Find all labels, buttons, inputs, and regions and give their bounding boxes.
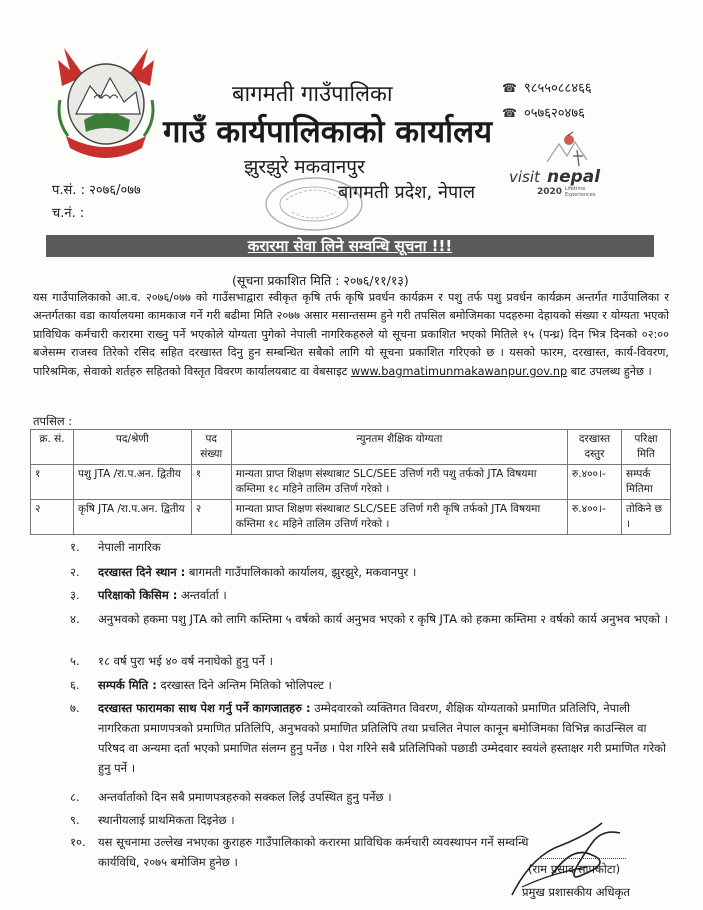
notice-title: करारमा सेवा लिने सम्वन्धि सूचना !!! xyxy=(247,237,453,255)
column-header-fee: दरखास्त दस्तुर xyxy=(568,430,622,465)
list-item-number: ९. xyxy=(70,813,80,827)
details-label: तपसिल : xyxy=(33,414,73,428)
list-item-number: १०. xyxy=(70,835,86,849)
letterhead xyxy=(0,0,703,228)
phone-number-primary-text: ९८५५०८८४६६ xyxy=(524,81,592,96)
column-header-count: पद संख्या xyxy=(191,430,231,465)
list-item-number: २. xyxy=(70,565,80,579)
list-item-text: अनुभवको हकमा पशु JTA को लागि कम्तिमा ५ वर्षको कार्य अनुभव भएको र कृषि JTA को हकमा कम्तिमा २ वर्षको कार्य अनुभव भएको । xyxy=(98,612,668,626)
list-item-text: दरखास्त दिने स्थान : बागमती गाउँपालिकाको कार्यालय, झुरझुरे, मकवानपुर । xyxy=(98,565,417,579)
nepal-emblem-icon xyxy=(50,40,162,170)
visit-nepal-tagline-2: Experiences xyxy=(565,192,596,198)
cell-post: कृषि JTA /रा.प.अन. द्वितीय xyxy=(73,500,191,535)
list-item-number: ७. xyxy=(70,701,80,715)
visit-nepal-year: 2020 xyxy=(537,187,563,197)
office-seal-stamp xyxy=(262,170,366,232)
cell-qualification: मान्यता प्राप्त शिक्षण संस्थाबाट SLC/SEE उत्तिर्ण गरी पशु तर्फको JTA विषयमा कम्तिमा १८ महिने तालिम उत्तिर्ण गरेको । xyxy=(231,465,567,500)
signatory-title: प्रमुख प्रशासकीय अधिकृत xyxy=(522,885,630,899)
list-item-text: दरखास्त फारामका साथ पेश गर्नु पर्ने कागजातहरु : उम्मेदवारको व्यक्तिगत विवरण, शैक्षिक योग्यताको प्रमाणित प्रतिलिपि, नेपाली नागरिकता प्रमाणपत्रको प्रमाणित प्रतिलिपि, अनुभवको प्रमाणित प्रतिलिपि तथा प्रचलित नेपाल कानून बमोजिमका विभिन्न काउन्सिल वा परिषद वा अन्यमा दर्ता भएको प्रमाणित संलग्न हुनु पर्नेछ । पेश गरिने सबै प्रतिलिपिको पछाडी उम्मेदवार स्वयंले हस्ताक्षर गरी प्रमाणित गरेको हुनु पर्ने । xyxy=(98,701,666,775)
office-location: झुरझुरे मकवानपुर xyxy=(244,156,365,178)
telephone-icon: ☎ xyxy=(502,106,517,120)
column-header-qualification: न्युनतम शैक्षिक योग्यता xyxy=(231,430,567,465)
table-header-row xyxy=(31,430,671,465)
list-item-text: नेपाली नागरिक xyxy=(98,540,161,554)
visit-nepal-2020-logo xyxy=(507,130,617,202)
list-item-number: ६. xyxy=(70,678,80,692)
phone-number-secondary xyxy=(502,103,585,121)
notice-body-text-end: बाट उपलब्ध हुनेछ । xyxy=(567,364,652,378)
cell-fee: रु.४००।- xyxy=(568,500,622,535)
dispatch-number: च.नं. : xyxy=(52,206,85,221)
column-header-exam-date: परिक्षा मिति xyxy=(621,430,670,465)
published-date: (सूचना प्रकाशित मिति : २०७६/११/१३) xyxy=(232,273,409,288)
signatory-name: (राम प्रसाद सापकोटा) xyxy=(528,862,621,876)
cell-qualification: मान्यता प्राप्त शिक्षण संस्थाबाट SLC/SEE उत्तिर्ण गरी कृषि तर्फको JTA विषयमा कम्तिमा १८ महिने तालिम उत्तिर्ण गरेको । xyxy=(231,500,567,535)
list-item-text: यस सूचनामा उल्लेख नभएका कुराहरु गाउँपालिकाको करारमा प्राविधिक कर्मचारी व्यवस्थापन गर्ने सम्वन्धि कार्यविधि, २०७५ बमोजिम हुनेछ । xyxy=(98,835,529,869)
cell-sn: १ xyxy=(31,465,74,500)
website-link[interactable]: www.bagmatimunmakawanpur.gov.np xyxy=(350,364,568,378)
phone-number-secondary-text: ०५७६२०४७६ xyxy=(524,106,585,121)
list-item-number: ४. xyxy=(70,612,80,626)
list-item-number: १. xyxy=(70,540,80,554)
office-province: बागमती प्रदेश, नेपाल xyxy=(338,182,476,203)
list-item-text: परिक्षाको किसिम : अन्तर्वार्ता । xyxy=(98,588,227,602)
cell-sn: २ xyxy=(31,500,74,535)
table-row xyxy=(31,465,671,500)
signature-line xyxy=(538,858,626,859)
column-header-post: पद/श्रेणी xyxy=(73,430,191,465)
list-item-number: ३. xyxy=(70,588,80,602)
list-item-text: स्थानीयलाई प्राथमिकता दिइनेछ । xyxy=(98,813,235,827)
list-item-number: ५. xyxy=(70,654,80,668)
visit-nepal-word-visit: visit xyxy=(509,168,540,186)
list-item-text: सम्पर्क मिति : दरखास्त दिने अन्तिम मितिको भोलिपल्ट । xyxy=(98,678,332,692)
list-item-text: १८ वर्ष पुरा भई ४० वर्ष ननाघेको हुनु पर्ने । xyxy=(98,654,273,668)
list-item-text: अन्तर्वार्ताको दिन सबै प्रमाणपत्रहरुको सक्कल लिई उपस्थित हुनु पर्नेछ । xyxy=(98,790,392,804)
cell-exam-date: तोकिने छ । xyxy=(621,500,670,535)
cell-count: १ xyxy=(191,465,231,500)
list-item-number: ८. xyxy=(70,790,80,804)
visit-nepal-tagline-1: Lifetime xyxy=(565,186,586,192)
table-row xyxy=(31,500,671,535)
visit-nepal-word-nepal: nepal xyxy=(547,167,601,187)
notice-title-bar xyxy=(46,235,654,257)
notice-body-text: यस गाउँपालिकाको आ.व. २०७६/०७७ को गाउँसभाद्वारा स्वीकृत कृषि तर्फ कृषि प्रवर्धन कार्यक्रम र पशु तर्फ पशु प्रवर्धन कार्यक्रम अन्तर्गत गाउँपालिका र अन्तर्गतका वडा कार्यालयमा कामकाज गर्ने गरी बढीमा मिति २०७७ असार मसान्तसम्म हुने गरी तपसिल बमोजिमका पदहरुमा देहायको संख्या र योग्यता भएको प्राविधिक कर्मचारी करारमा राख्नु पर्ने भएकोले योग्यता पुगेको नेपाली नागरिकहरुले यो सूचना प्रकाशित भएको मितिले १५ (पन्ध्र) दिन भित्र दिनको ०२:०० बजेसम्म राजस्व तिरेको रसिद सहित दरखास्त दिनु हुन सम्बन्धित सबैको लागि यो सूचना प्रकाशित गरिएको छ । यसको फारम, दरखास्त, कार्य-विवरण, पारिश्रमिक, सेवाको शर्तहरु सहितको विस्तृत विवरण कार्यालयबाट वा वेबसाइट xyxy=(33,291,669,378)
vacancy-table xyxy=(30,429,671,535)
phone-number-primary xyxy=(502,78,592,96)
cell-post: पशु JTA /रा.प.अन. द्वितीय xyxy=(73,465,191,500)
telephone-icon: ☎ xyxy=(502,81,517,95)
office-name: गाउँ कार्यपालिकाको कार्यालय xyxy=(163,114,493,150)
notice-body-paragraph xyxy=(33,289,669,381)
reference-number: प.सं. : २०७६/०७७ xyxy=(52,183,141,198)
cell-exam-date: सम्पर्क मितिमा xyxy=(621,465,670,500)
cell-fee: रु.४००।- xyxy=(568,465,622,500)
municipality-name: बागमती गाउँपालिका xyxy=(232,82,393,107)
cell-count: २ xyxy=(191,500,231,535)
column-header-sn: क्र. सं. xyxy=(31,430,74,465)
